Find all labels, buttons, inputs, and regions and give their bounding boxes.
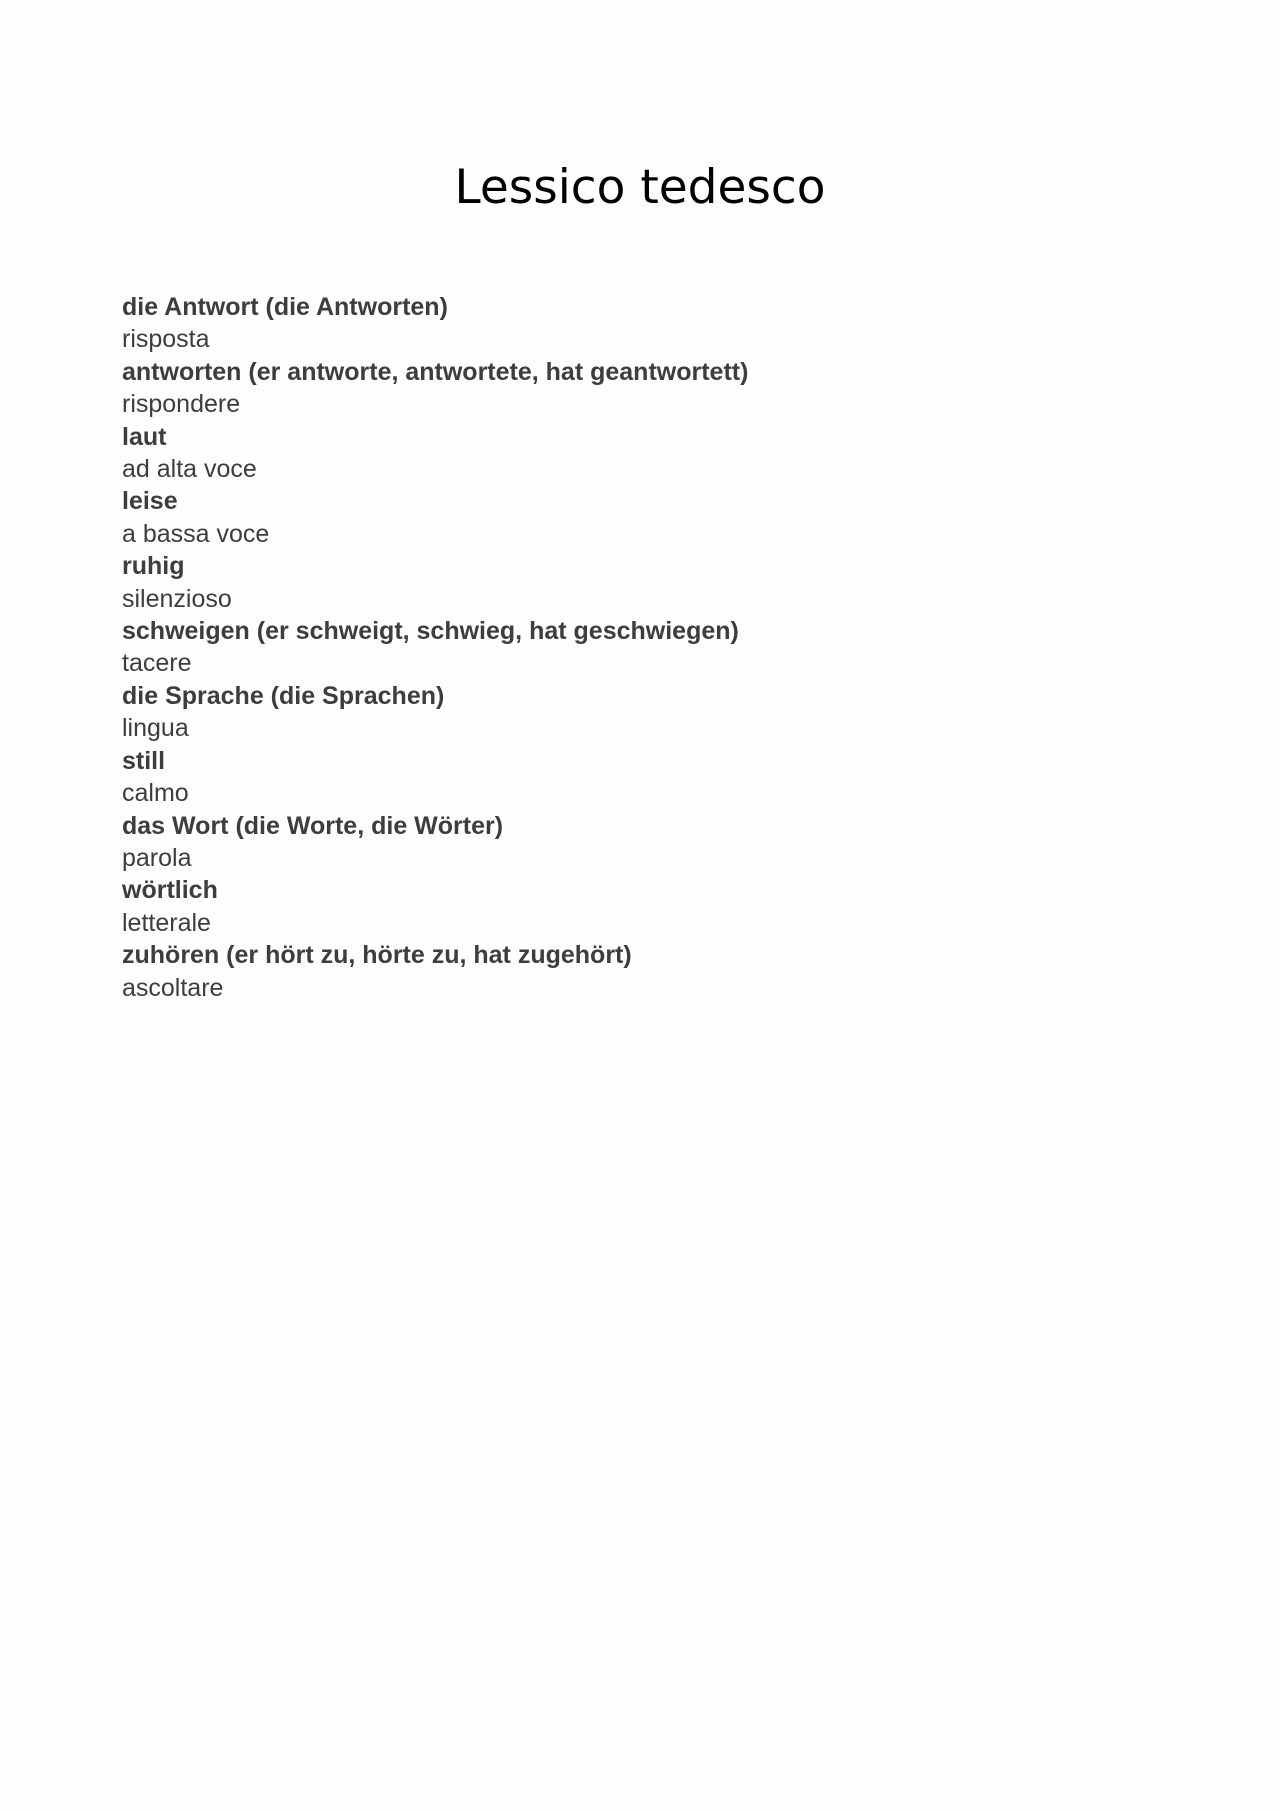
italian-translation: a bassa voce bbox=[122, 519, 270, 548]
list-item bbox=[122, 615, 748, 680]
german-term: ruhig bbox=[122, 552, 185, 581]
german-term: antworten (er antworte, antwortete, hat geantwortett) bbox=[122, 357, 749, 386]
italian-translation: rispondere bbox=[122, 390, 241, 419]
list-item bbox=[122, 680, 748, 745]
list-item bbox=[122, 550, 748, 615]
german-term: still bbox=[122, 746, 166, 775]
page-title: Lessico tedesco bbox=[454, 160, 826, 215]
italian-translation: lingua bbox=[122, 714, 189, 743]
italian-translation: parola bbox=[122, 843, 192, 872]
italian-translation: silenzioso bbox=[122, 584, 232, 613]
list-item bbox=[122, 421, 748, 486]
german-term: schweigen (er schweigt, schwieg, hat geschwiegen) bbox=[122, 617, 739, 646]
list-item bbox=[122, 356, 748, 421]
italian-translation: tacere bbox=[122, 649, 192, 678]
german-term: leise bbox=[122, 487, 178, 516]
italian-translation: ad alta voce bbox=[122, 455, 257, 484]
german-term: die Antwort (die Antworten) bbox=[122, 293, 448, 321]
italian-translation: ascoltare bbox=[122, 973, 224, 1002]
italian-translation: letterale bbox=[122, 908, 211, 937]
list-item bbox=[122, 939, 748, 1004]
list-item bbox=[122, 874, 748, 939]
list-item bbox=[122, 485, 748, 550]
german-term: zuhören (er hört zu, hörte zu, hat zugehört) bbox=[122, 941, 632, 970]
list-item bbox=[122, 745, 748, 810]
italian-translation: calmo bbox=[122, 779, 189, 808]
list-item bbox=[122, 291, 748, 356]
german-term: die Sprache (die Sprachen) bbox=[122, 681, 445, 710]
list-item bbox=[122, 810, 748, 875]
vocabulary-list bbox=[122, 291, 748, 1004]
german-term: das Wort (die Worte, die Wörter) bbox=[122, 811, 504, 840]
german-term: laut bbox=[122, 422, 167, 451]
german-term: wörtlich bbox=[122, 876, 218, 905]
italian-translation: risposta bbox=[122, 325, 210, 354]
